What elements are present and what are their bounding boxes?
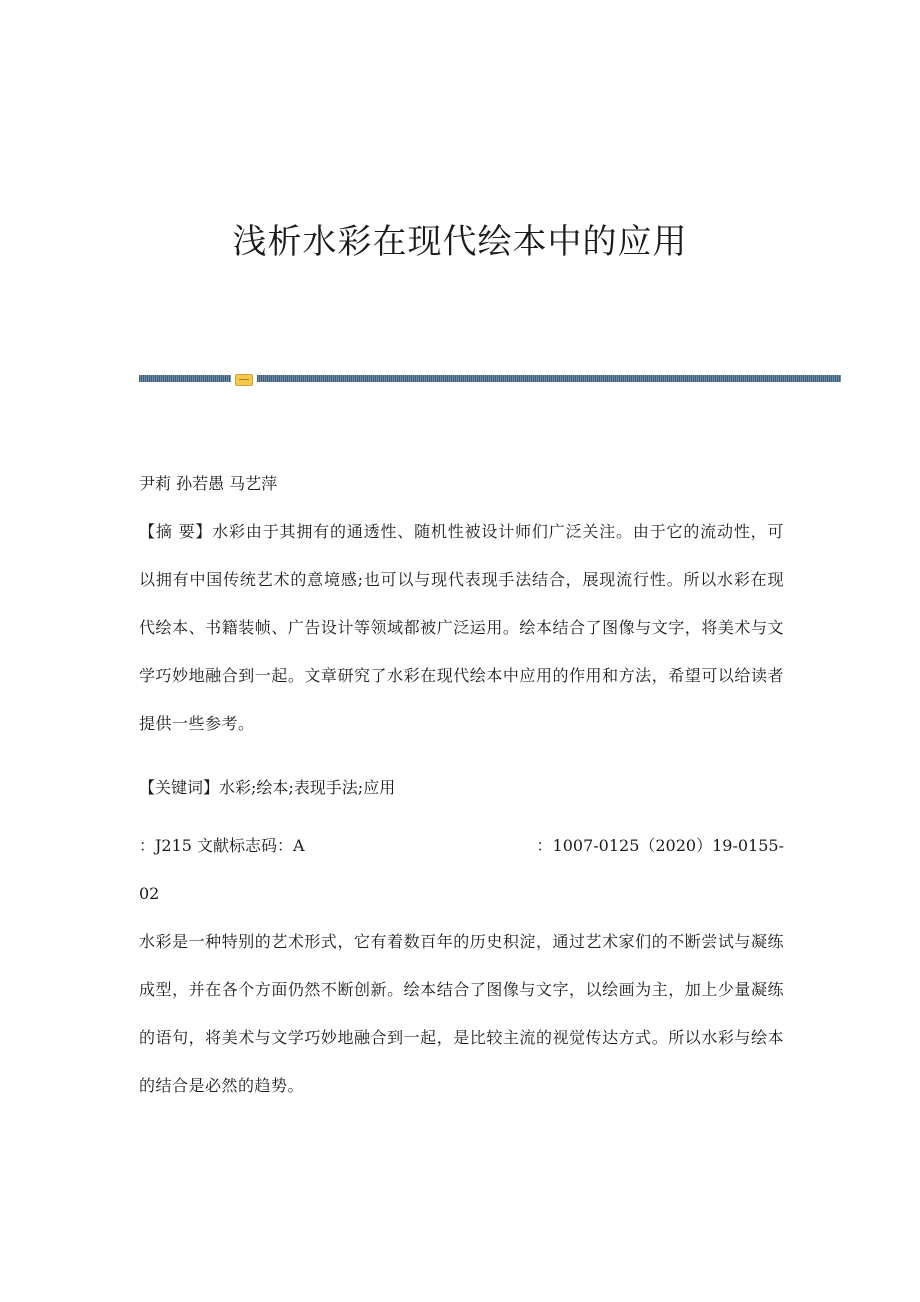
author-list: 尹莉 孙若愚 马艺萍 xyxy=(139,474,278,493)
keywords xyxy=(139,772,784,804)
article-id-continued: 02 xyxy=(139,884,160,903)
keywords-label: 【关键词】 xyxy=(139,778,220,797)
page-title: 浅析水彩在现代绘本中的应用 xyxy=(232,222,688,262)
article-id: ：1007-0125（2020）19-0155- xyxy=(536,836,784,855)
abstract xyxy=(139,508,784,748)
divider-bar-left xyxy=(139,375,231,382)
abstract-label: 【摘 要】 xyxy=(139,522,213,541)
divider-bar-right xyxy=(257,375,841,382)
envelope-badge-icon xyxy=(235,374,253,386)
abstract-text: 水彩由于其拥有的通透性、随机性被设计师们广泛关注。由于它的流动性，可以拥有中国传统艺术的意境感;也可以与现代表现手法结合，展现流行性。所以水彩在现代绘本、书籍装帧、广告设计等领域都被广泛运用。绘本结合了图像与文字，将美术与文学巧妙地融合到一起。文章研究了水彩在现代绘本中应用的作用和方法，希望可以给读者提供一些参考。 xyxy=(139,522,784,733)
title-divider xyxy=(139,374,841,384)
class-code: ：J215 文献标志码：A xyxy=(139,836,305,855)
classification-codes xyxy=(139,822,784,918)
document-content xyxy=(139,468,784,1110)
body-paragraph: 水彩是一种特别的艺术形式，它有着数百年的历史积淀，通过艺术家们的不断尝试与凝练成型，并在各个方面仍然不断创新。绘本结合了图像与文字，以绘画为主，加上少量凝练的语句，将美术与文学巧妙地融合到一起，是比较主流的视觉传达方式。所以水彩与绘本的结合是必然的趋势。 xyxy=(139,932,784,1095)
keywords-text: 水彩;绘本;表现手法;应用 xyxy=(219,778,396,797)
